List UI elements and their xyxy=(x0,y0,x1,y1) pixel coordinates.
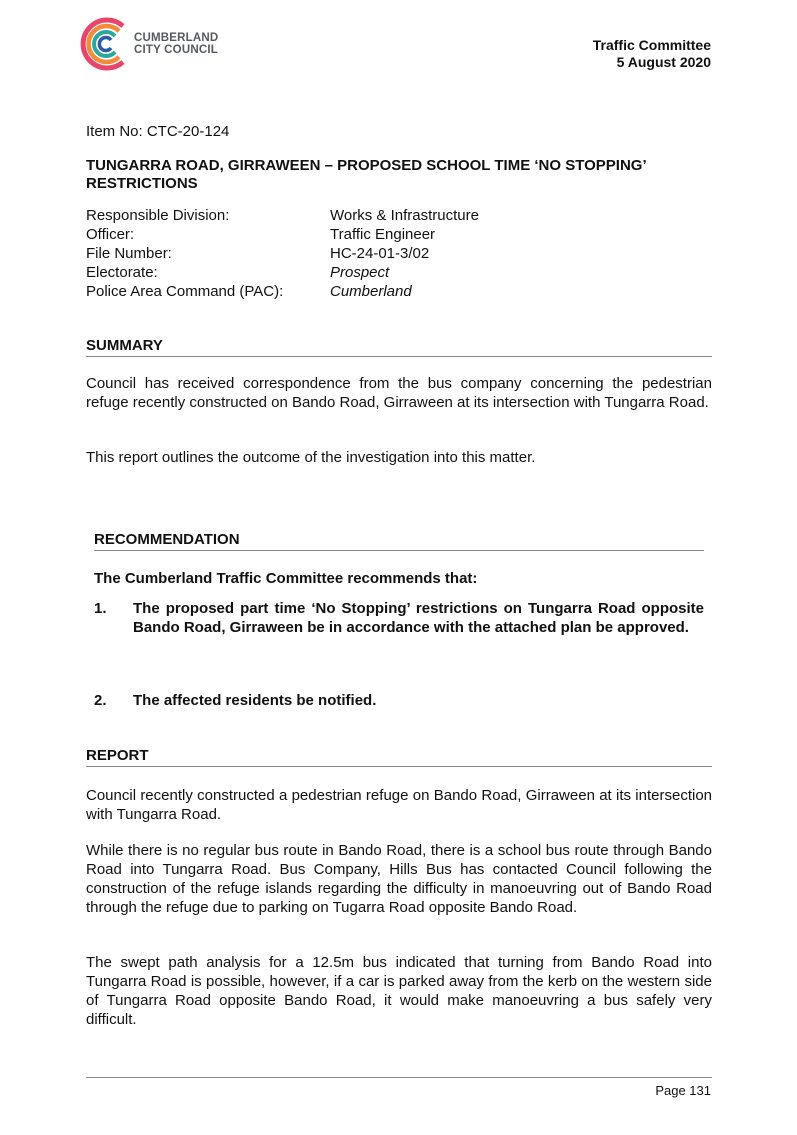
meta-label: Responsible Division: xyxy=(86,207,230,224)
report-paragraph-3: The swept path analysis for a 12.5m bus indicated that turning from Bando Road into Tungarra Road is possible, however, if a car is parked away from the kerb on the western side of Tungarra Road opposite Bando Road, it would make manoeuvring a bus safely very difficult. xyxy=(86,954,712,1028)
recommendation-number: 1. xyxy=(94,600,107,617)
recommendation-text: The affected residents be notified. xyxy=(133,692,377,709)
meta-value: Prospect xyxy=(330,264,390,281)
report-heading: REPORT xyxy=(86,747,712,767)
meta-value: Works & Infrastructure xyxy=(330,207,479,224)
meeting-info xyxy=(593,37,711,71)
meta-label: Officer: xyxy=(86,226,135,243)
recommendation-number: 2. xyxy=(94,692,107,709)
recommendation-text: The proposed part time ‘No Stopping’ restrictions on Tungarra Road opposite Bando Road, Girraween be in accordance with the attached plan be approved. xyxy=(133,600,704,636)
summary-paragraph-2: This report outlines the outcome of the investigation into this matter. xyxy=(86,449,536,466)
logo-wordmark xyxy=(134,32,218,56)
meta-row-file-number xyxy=(86,244,479,263)
meta-value: Cumberland xyxy=(330,283,412,300)
meeting-date: 5 August 2020 xyxy=(616,54,711,70)
footer-divider xyxy=(86,1077,712,1078)
meta-value: HC-24-01-3/02 xyxy=(330,245,430,262)
meta-row-electorate xyxy=(86,263,479,282)
logo-line-1: CUMBERLAND xyxy=(134,32,219,44)
meta-label: Police Area Command (PAC): xyxy=(86,283,284,300)
meta-row-pac xyxy=(86,282,479,301)
recommendation-item-1 xyxy=(94,599,704,637)
summary-paragraph-1: Council has received correspondence from the bus company concerning the pedestrian refuge recently constructed on Bando Road, Girraween at its intersection with Tungarra Road. xyxy=(86,375,712,411)
summary-heading: SUMMARY xyxy=(86,337,712,357)
meta-label: Electorate: xyxy=(86,264,158,281)
report-paragraph-1: Council recently constructed a pedestrian refuge on Bando Road, Girraween at its intersection with Tungarra Road. xyxy=(86,787,712,823)
report-meta xyxy=(86,206,479,301)
logo-line-2: CITY COUNCIL xyxy=(134,44,218,56)
item-number: Item No: CTC-20-124 xyxy=(86,123,230,140)
report-title: TUNGARRA ROAD, GIRRAWEEN – PROPOSED SCHOOL TIME ‘NO STOPPING’ RESTRICTIONS xyxy=(86,157,646,192)
council-logo xyxy=(78,14,228,74)
meta-value: Traffic Engineer xyxy=(330,226,436,243)
meta-label: File Number: xyxy=(86,245,172,262)
meta-row-division xyxy=(86,206,479,225)
recommendation-item-2 xyxy=(94,691,704,710)
council-logo-mark xyxy=(78,14,134,74)
meta-row-officer xyxy=(86,225,479,244)
page-number: Page 131 xyxy=(655,1083,711,1098)
meeting-name: Traffic Committee xyxy=(592,37,711,53)
report-paragraph-2: While there is no regular bus route in Bando Road, there is a school bus route through Bando Road into Tungarra Road. Bus Company, Hills Bus has contacted Council following the construction of the refuge islands regarding the difficulty in manoeuvring out of Bando Road through the refuge due to parking on Tugarra Road opposite Bando Road. xyxy=(86,842,712,916)
recommendation-heading: RECOMMENDATION xyxy=(94,531,704,551)
recommendation-lead: The Cumberland Traffic Committee recommends that: xyxy=(94,570,478,587)
